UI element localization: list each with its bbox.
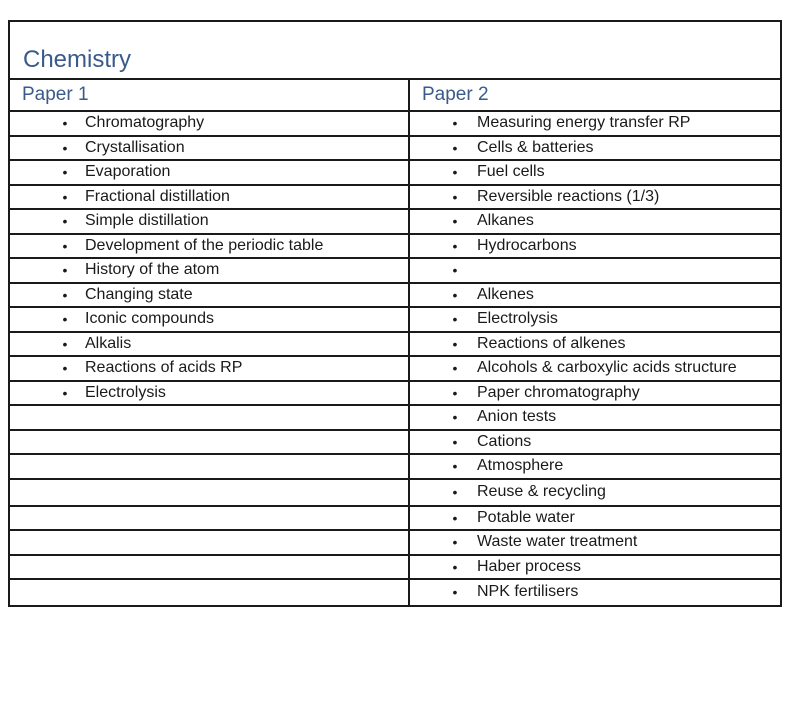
bullet-icon: • — [452, 213, 458, 230]
bullet-icon: • — [452, 164, 458, 181]
paper1-row — [10, 580, 410, 605]
bullet-icon: • — [62, 237, 68, 254]
bullet-icon: • — [452, 384, 458, 401]
paper2-topic: Waste water treatment — [477, 533, 638, 551]
page-title: Chemistry — [23, 46, 132, 73]
bullet-icon: • — [452, 458, 458, 475]
paper2-topic: Alcohols & carboxylic acids structure — [477, 359, 737, 377]
paper1-topic: Iconic compounds — [85, 310, 214, 328]
bullet-icon: • — [452, 558, 458, 575]
paper1-topic: Crystallisation — [85, 138, 185, 156]
paper1-topic: Fractional distillation — [85, 187, 230, 205]
title-row — [10, 22, 780, 80]
paper2-topic: Potable water — [477, 508, 575, 526]
paper2-row — [410, 259, 780, 284]
paper2-row — [410, 431, 780, 456]
paper1-row — [10, 308, 410, 333]
paper2-topic: Fuel cells — [477, 163, 545, 181]
paper2-topic: NPK fertilisers — [477, 583, 579, 601]
paper1-row — [10, 507, 410, 532]
paper2-topic: Atmosphere — [477, 457, 564, 475]
paper2-topic: Alkanes — [477, 212, 534, 230]
bullet-icon: • — [62, 286, 68, 303]
bullet-icon: • — [452, 286, 458, 303]
bullet-icon: • — [452, 311, 458, 328]
paper1-header: Paper 1 — [10, 80, 410, 112]
bullet-icon: • — [62, 360, 68, 377]
paper2-row — [410, 235, 780, 260]
paper1-row — [10, 284, 410, 309]
paper1-topic: Electrolysis — [85, 383, 166, 401]
paper1-row — [10, 406, 410, 431]
topics-table — [8, 20, 782, 607]
bullet-icon: • — [62, 384, 68, 401]
paper1-row — [10, 112, 410, 137]
bullet-icon: • — [62, 311, 68, 328]
paper2-topic: Paper chromatography — [477, 383, 640, 401]
paper1-row — [10, 455, 410, 480]
paper2-row — [410, 406, 780, 431]
paper2-row — [410, 580, 780, 605]
paper2-row — [410, 382, 780, 407]
paper2-header: Paper 2 — [410, 80, 780, 112]
paper1-topic: Simple distillation — [85, 212, 209, 230]
paper2-row — [410, 556, 780, 581]
paper2-row — [410, 531, 780, 556]
paper1-row — [10, 333, 410, 358]
paper1-topic: Reactions of acids RP — [85, 359, 243, 377]
bullet-icon: • — [62, 164, 68, 181]
paper2-row — [410, 480, 780, 507]
paper2-row — [410, 357, 780, 382]
bullet-icon: • — [452, 534, 458, 551]
bullet-icon: • — [452, 584, 458, 601]
paper1-topic: Evaporation — [85, 163, 171, 181]
paper1-topic: Development of the periodic table — [85, 236, 324, 254]
bullet-icon: • — [62, 335, 68, 352]
paper2-row — [410, 186, 780, 211]
paper1-topic: History of the atom — [85, 261, 220, 279]
paper1-row — [10, 480, 410, 507]
paper2-topic: Haber process — [477, 557, 582, 575]
bullet-icon: • — [62, 139, 68, 156]
bullet-icon: • — [452, 360, 458, 377]
bullet-icon: • — [452, 335, 458, 352]
paper2-topic: Electrolysis — [477, 310, 558, 328]
paper1-topic: Changing state — [85, 285, 193, 303]
paper2-topic: Reversible reactions (1/3) — [477, 187, 660, 205]
paper1-row — [10, 382, 410, 407]
paper1-row — [10, 431, 410, 456]
paper2-topic: Cells & batteries — [477, 138, 594, 156]
paper2-row — [410, 161, 780, 186]
topics-grid — [10, 80, 780, 605]
paper2-topic: Anion tests — [477, 408, 557, 426]
paper2-row — [410, 210, 780, 235]
paper2-row — [410, 137, 780, 162]
bullet-icon: • — [62, 262, 68, 279]
bullet-icon: • — [452, 115, 458, 132]
bullet-icon: • — [452, 188, 458, 205]
paper1-row — [10, 357, 410, 382]
bullet-icon: • — [452, 409, 458, 426]
paper1-row — [10, 531, 410, 556]
paper2-topic: Reactions of alkenes — [477, 334, 626, 352]
bullet-icon: • — [62, 115, 68, 132]
bullet-icon: • — [62, 213, 68, 230]
paper2-row — [410, 112, 780, 137]
paper2-row — [410, 507, 780, 532]
paper1-row — [10, 210, 410, 235]
paper1-topic: Alkalis — [85, 334, 132, 352]
paper2-topic: Reuse & recycling — [477, 483, 606, 500]
bullet-icon: • — [62, 188, 68, 205]
bullet-icon: • — [452, 509, 458, 526]
paper1-row — [10, 556, 410, 581]
paper2-row — [410, 333, 780, 358]
paper2-topic: Alkenes — [477, 285, 534, 303]
paper1-row — [10, 259, 410, 284]
paper2-row — [410, 284, 780, 309]
paper2-row — [410, 455, 780, 480]
paper2-topic: Hydrocarbons — [477, 236, 577, 254]
paper1-row — [10, 235, 410, 260]
paper2-row — [410, 308, 780, 333]
bullet-icon: • — [452, 237, 458, 254]
paper1-topic: Chromatography — [85, 114, 205, 132]
bullet-icon: • — [452, 433, 458, 450]
bullet-icon: • — [452, 139, 458, 156]
paper1-row — [10, 186, 410, 211]
bullet-icon: • — [452, 484, 458, 500]
bullet-icon: • — [452, 262, 458, 279]
paper2-topic: Measuring energy transfer RP — [477, 114, 691, 132]
paper1-row — [10, 161, 410, 186]
paper1-row — [10, 137, 410, 162]
paper2-topic: Cations — [477, 432, 532, 450]
